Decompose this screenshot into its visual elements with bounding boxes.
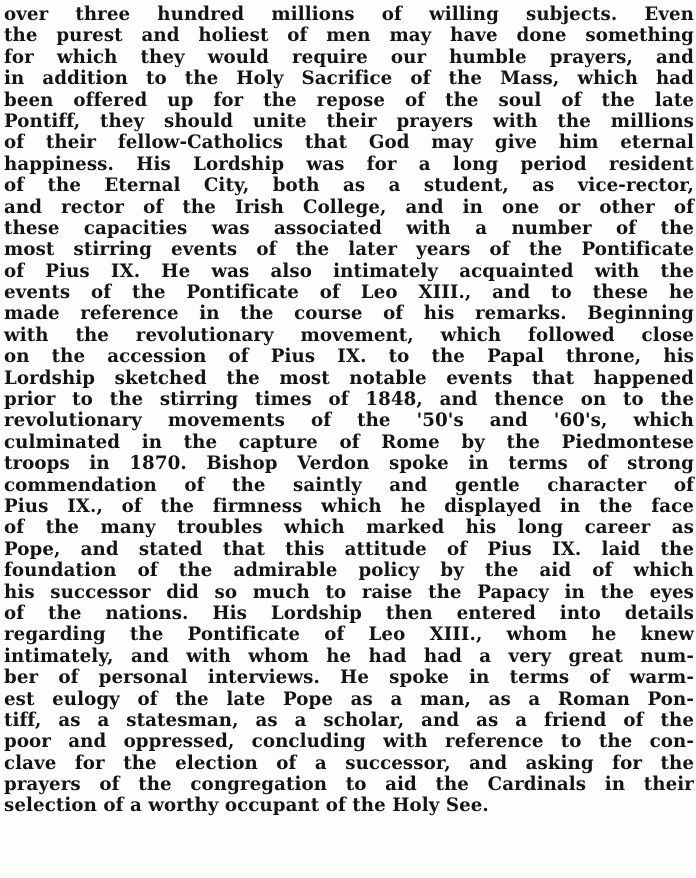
- text-line: est eulogy of the late Pope as a man, as a Roman Pon-: [4, 688, 694, 710]
- text-line: of the many troubles which marked his long career as: [4, 517, 694, 539]
- text-line: for which they would require our humble prayers, and: [4, 46, 694, 68]
- text-line: prior to the stirring times of 1848, and thence on to the: [4, 389, 694, 411]
- text-line: intimately, and with whom he had had a very great num-: [4, 645, 694, 667]
- text-line: culminated in the capture of Rome by the Piedmontese: [4, 431, 694, 453]
- article-column: [4, 4, 694, 817]
- text-line: clave for the election of a successor, and asking for the: [4, 752, 694, 774]
- text-line: commendation of the saintly and gentle character of: [4, 474, 694, 496]
- text-line: of the nations. His Lordship then entered into details: [4, 602, 694, 624]
- text-line: tiff, as a statesman, as a scholar, and as a friend of the: [4, 709, 694, 731]
- text-line: over three hundred millions of willing subjects. Even: [4, 4, 694, 25]
- text-line: Pontiff, they should unite their prayers with the millions: [4, 110, 694, 132]
- text-line-final: selection of a worthy occupant of the Holy See.: [4, 795, 489, 817]
- text-line: regarding the Pontificate of Leo XIII., whom he knew: [4, 624, 694, 646]
- text-line: of their fellow-Catholics that God may give him eternal: [4, 132, 694, 154]
- text-line: most stirring events of the later years of the Pontificate: [4, 239, 694, 261]
- text-line: troops in 1870. Bishop Verdon spoke in terms of strong: [4, 453, 694, 475]
- text-line: and rector of the Irish College, and in one or other of: [4, 196, 694, 218]
- text-line: ber of personal interviews. He spoke in terms of warm-: [4, 667, 694, 689]
- text-line: his successor did so much to raise the Papacy in the eyes: [4, 581, 694, 603]
- text-line: Pope, and stated that this attitude of Pius IX. laid the: [4, 538, 694, 560]
- text-line: of the Eternal City, both as a student, as vice-rector,: [4, 175, 694, 197]
- text-line: made reference in the course of his remarks. Beginning: [4, 303, 694, 325]
- text-line: with the revolutionary movement, which followed close: [4, 324, 694, 346]
- text-line: Pius IX., of the firmness which he displayed in the face: [4, 495, 694, 517]
- text-line: revolutionary movements of the '50's and '60's, which: [4, 410, 694, 432]
- text-line: been offered up for the repose of the soul of the late: [4, 89, 694, 111]
- text-line: on the accession of Pius IX. to the Papal throne, his: [4, 346, 694, 368]
- text-line: Lordship sketched the most notable events that happened: [4, 367, 694, 389]
- text-line: in addition to the Holy Sacrifice of the Mass, which had: [4, 68, 694, 90]
- text-line: of Pius IX. He was also intimately acquainted with the: [4, 260, 694, 282]
- text-line: the purest and holiest of men may have done something: [4, 25, 694, 47]
- text-line: happiness. His Lordship was for a long period resident: [4, 153, 694, 175]
- text-line: foundation of the admirable policy by the aid of which: [4, 560, 694, 582]
- text-line: poor and oppressed, concluding with reference to the con-: [4, 731, 694, 753]
- text-line: prayers of the congregation to aid the Cardinals in their: [4, 774, 694, 796]
- text-line: events of the Pontificate of Leo XIII., and to these he: [4, 282, 694, 304]
- text-line: these capacities was associated with a number of the: [4, 217, 694, 239]
